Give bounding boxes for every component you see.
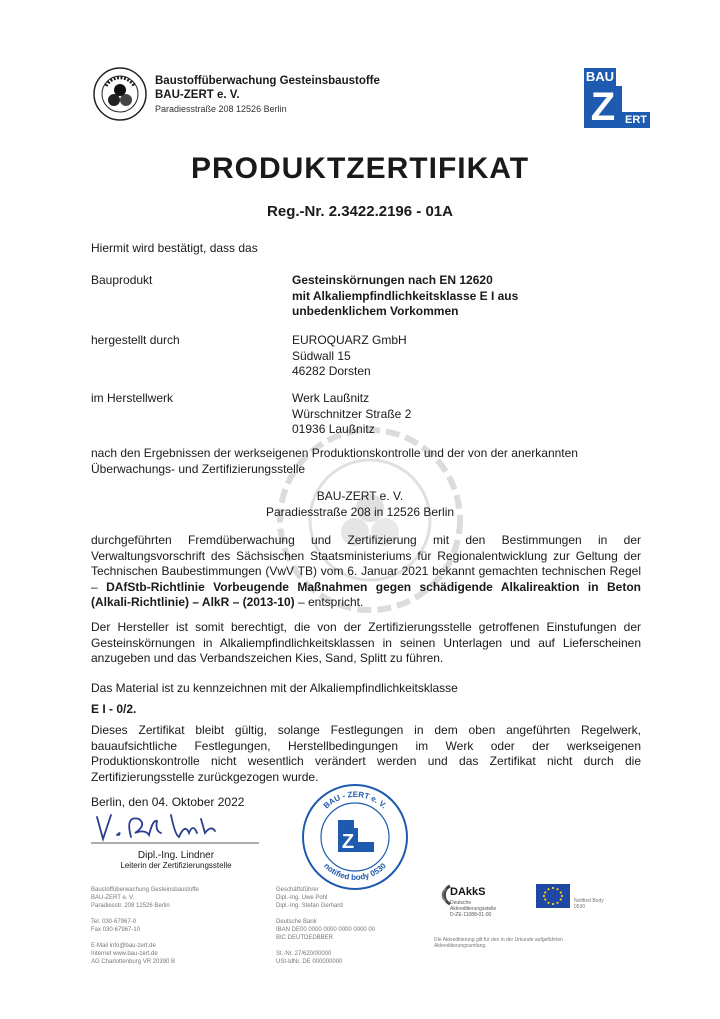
footer-line: BIC DEUTDEDBBER [276, 935, 334, 941]
certification-body [0, 489, 720, 520]
manufacturer-value [292, 333, 407, 380]
conformity-regulation: DAfStb-Richtlinie Vorbeugende Maßnahmen gegen schädigende Alkalireaktion in Beton (Alkali-Richtlinie) – AlkR – (2013-10) [91, 579, 641, 609]
footer-column-organization [91, 886, 241, 966]
conformity-text: durchgeführten Fremdüberwachung und Zertifizierung mit den Bestimmungen in der Verwaltungsvorschrift des Sächsischen Staatsministeriums für Regionalentwicklung zur Geltung der Technischen Baubestimmungen (VwV TB) vom 6. Januar 2021 bekannt gemachten technischen Regel – [91, 533, 641, 594]
manufacturer-line: Südwall 15 [292, 348, 351, 363]
stamp-z-letter: Z [341, 831, 355, 853]
footer-line: Baustoffüberwachung Gesteinsbaustoffe [91, 887, 199, 893]
footer-line: E-Mail info@bau-zert.de [91, 943, 156, 949]
dakks-line: D-ZE-11088-01-00 [450, 912, 492, 918]
plant-label: im Herstellwerk [91, 391, 174, 405]
footer-line: USt-IdNr. DE 000000000 [276, 959, 343, 965]
footer-line: BAU-ZERT e. V. [91, 895, 135, 901]
footer-line [91, 934, 241, 942]
org-line1: Baustoffüberwachung Gesteinsbaustoffe [155, 75, 380, 87]
cert-body-name: BAU-ZERT e. V. [316, 489, 404, 503]
manufacturer-label: hergestellt durch [91, 333, 180, 347]
svg-text:BAU - ZERT e. V. [322, 790, 389, 810]
signature-block [91, 795, 261, 870]
footer-line: Dipl.-Ing. Uwe Pohl [276, 895, 328, 901]
plant-line: Werk Laußnitz [292, 391, 370, 405]
registration-number: Reg.-Nr. 2.3422.2196 - 01A [267, 203, 453, 220]
eu-flag-icon [536, 884, 570, 908]
footer-line [276, 942, 416, 950]
alkali-class-value: E I - 0/2. [91, 702, 137, 716]
footer-line [276, 910, 416, 918]
org-line2: BAU-ZERT e. V. [155, 89, 240, 101]
dakks-line: Akkreditierungsstelle [450, 906, 497, 912]
footer-line: Deutsche Bank [276, 919, 317, 925]
footer-line [91, 910, 241, 918]
footer-line: Dipl.-Ing. Stefan Gerhard [276, 903, 343, 909]
plant-value [292, 391, 411, 438]
footer-line: Tel. 030-67967-0 [91, 919, 137, 925]
paragraph-conformity [91, 533, 641, 611]
org-address: Paradiesstraße 208 12526 Berlin [155, 104, 287, 114]
handwritten-signature-icon [91, 809, 261, 845]
plant-line: Würschnitzer Straße 2 [292, 406, 412, 421]
logo-ert-text: ERT [622, 112, 650, 128]
dakks-logo [434, 880, 524, 928]
footer-line: St.-Nr. 27/620/00000 [276, 951, 332, 957]
bau-zert-logo [584, 68, 650, 128]
product-line: Gesteinskörnungen nach EN 12620 [292, 273, 493, 287]
footer-line: AG Charlottenburg VR 20390 B [91, 959, 176, 965]
official-stamp-icon [300, 782, 410, 892]
footer-line: Internet www.bau-zert.de [91, 951, 158, 957]
document-title: PRODUKTZERTIFIKAT [190, 152, 530, 185]
intro-text: Hiermit wird bestätigt, dass das [91, 241, 258, 255]
paragraph-authorization: Der Hersteller ist somit berechtigt, die von der Zertifizierungsstelle getroffenen Einstufungen der Gesteinskörnungen in Alkaliempfindlichkeitsklassen in seinen Unterlagen und auf Lieferscheinen anzugeben und das Verbandszeichen Kies, Sand, Splitt zu führen. [91, 620, 641, 665]
product-value [292, 273, 518, 320]
dakks-subtitle [450, 900, 496, 918]
signatory-name: Dipl.-Ing. Lindner [137, 850, 215, 861]
notified-line: 0530 [574, 904, 586, 910]
stamp-bottom-text: notified body 0530 [322, 861, 388, 883]
plant-line: 01936 Laußnitz [292, 422, 375, 436]
paragraph-marking: Das Material ist zu kennzeichnen mit der Alkaliempfindlichkeitsklasse [91, 681, 458, 695]
cert-body-address: Paradiesstraße 208 in 12526 Berlin [265, 504, 455, 519]
manufacturer-line: 46282 Dorsten [292, 364, 371, 378]
footer-line: Paradiesstr. 208 12526 Berlin [91, 903, 170, 909]
footer-line: Fax 030-67967-10 [91, 927, 141, 933]
manufacturer-line: EUROQUARZ GmbH [292, 333, 407, 347]
product-line: mit Alkaliempfindlichkeitsklasse E I aus [292, 288, 519, 303]
product-label: Bauprodukt [91, 273, 153, 287]
guetezeichen-seal-icon [92, 66, 148, 122]
footer-line: Geschäftsführer [276, 887, 319, 893]
footer-line: IBAN DE00 0000 0000 0000 0000 00 [276, 927, 376, 933]
footer-accreditation-note: Die Akkreditierung gilt für den in der Urkunde aufgeführten Akkreditierungsumfang. [434, 937, 563, 949]
notified-line: Notified Body [574, 898, 604, 904]
product-line: unbedenklichem Vorkommen [292, 304, 459, 318]
conformity-end: – entspricht. [294, 595, 364, 609]
logo-bau-text: BAU [585, 69, 615, 84]
signatory-role: Leiterin der Zertifizierungsstelle [120, 861, 232, 870]
stamp-top-text: BAU - ZERT e. V. [321, 789, 389, 811]
place-date: Berlin, den 04. Oktober 2022 [91, 795, 245, 809]
logo-z-letter: Z [584, 86, 622, 128]
paragraph-results: nach den Ergebnissen der werkseigenen Produktionskontrolle und der von der anerkannten Überwachungs- und Zertifizierungsstelle [91, 446, 578, 476]
header-organization [155, 74, 380, 116]
footer-column-management [276, 886, 416, 966]
dakks-line: Deutsche [450, 900, 472, 906]
dakks-name: DAkkS [450, 886, 486, 898]
notified-body-label [574, 898, 604, 910]
paragraph-validity: Dieses Zertifikat bleibt gültig, solange Festlegungen in dem oben angeführten Regelwerk, bauaufsichtliche Festlegungen, Herstellbedingungen im Werk oder der werkseigenen Produktionskontrolle nicht wesentlich verändert werden und das Zertifikat nicht durch die Zertifizierungsstelle zurückgezogen wurde. [91, 723, 641, 784]
